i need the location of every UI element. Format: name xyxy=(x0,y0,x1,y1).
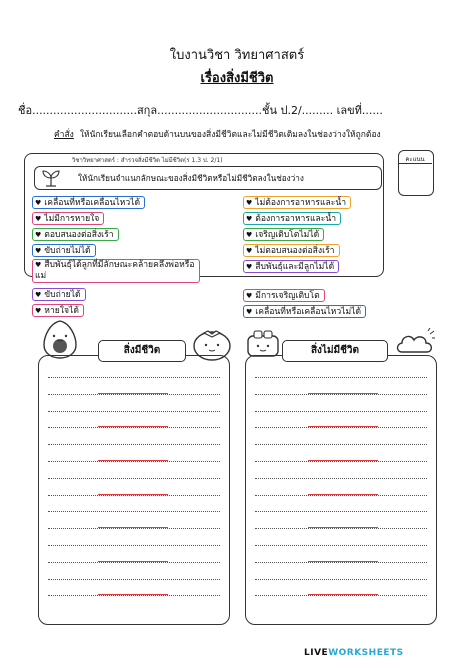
answer-blank[interactable] xyxy=(308,460,378,461)
question-text: ให้นักเรียนจำแนกลักษณะของสิ่งมีชีวิตหรือไม่มีชีวิตลงในช่องว่าง xyxy=(78,173,304,183)
dotted-answer-line xyxy=(48,377,220,378)
score-label: คะแนน xyxy=(405,156,425,163)
heart-icon: ♥ xyxy=(246,263,253,271)
dotted-answer-line xyxy=(48,495,220,496)
dotted-answer-line xyxy=(255,427,427,428)
student-info-line: ชื่อ..............................สกุล..............................ชั้น ป.2/......... เลขที่...... xyxy=(18,104,383,117)
dotted-answer-line xyxy=(48,394,220,395)
option-tag[interactable] xyxy=(32,244,96,257)
answer-blank[interactable] xyxy=(98,393,168,394)
heart-icon: ♥ xyxy=(246,215,253,223)
answer-blank[interactable] xyxy=(98,527,168,528)
dotted-answer-line xyxy=(48,595,220,596)
dotted-answer-line xyxy=(48,545,220,546)
dotted-answer-line xyxy=(48,511,220,512)
heart-icon: ♥ xyxy=(35,215,42,223)
dotted-answer-line xyxy=(48,444,220,445)
heart-icon: ♥ xyxy=(246,199,253,207)
worksheet-subtitle: เรื่องสิ่งมีชีวิต xyxy=(200,71,274,86)
plant-icon xyxy=(40,169,62,187)
dotted-answer-line xyxy=(48,461,220,462)
heart-icon: ♥ xyxy=(35,291,42,299)
nonliving-column-label: สิ่งไม่มีชีวิต xyxy=(282,340,388,362)
option-tag[interactable] xyxy=(32,259,200,283)
dotted-answer-line xyxy=(48,528,220,529)
option-tag[interactable] xyxy=(32,304,84,317)
option-text: ต้องการอาหารและน้ำ xyxy=(255,214,337,224)
brand-suffix: WORKSHEETS xyxy=(328,648,404,658)
nonliving-column xyxy=(245,355,437,625)
living-column-label: สิ่งมีชีวิต xyxy=(98,340,186,362)
answer-blank[interactable] xyxy=(308,426,378,427)
option-text: ขับถ่ายได้ xyxy=(44,290,81,300)
option-text: เจริญเติบโตไม่ได้ xyxy=(255,230,320,240)
answer-blank[interactable] xyxy=(308,393,378,394)
answer-blank[interactable] xyxy=(308,527,378,528)
dotted-answer-line xyxy=(255,377,427,378)
option-tag[interactable] xyxy=(32,228,119,241)
option-tag[interactable] xyxy=(32,212,104,225)
option-text: ไม่มีการหายใจ xyxy=(44,214,100,224)
cloud-icon xyxy=(394,328,436,358)
option-text: เคลื่อนที่หรือเคลื่อนไหวได้ xyxy=(44,198,141,208)
dotted-answer-line xyxy=(255,394,427,395)
option-tag[interactable] xyxy=(32,196,145,209)
heart-icon: ♥ xyxy=(35,231,42,239)
option-tag[interactable] xyxy=(243,196,351,209)
answer-blank[interactable] xyxy=(98,561,168,562)
dotted-answer-line xyxy=(255,562,427,563)
option-text: สืบพันธุ์และมีลูกไม่ได้ xyxy=(255,262,335,272)
option-text: ขับถ่ายไม่ได้ xyxy=(44,246,91,256)
worksheet-title: ใบงานวิชา วิทยาศาสตร์ xyxy=(169,48,305,63)
option-tag[interactable] xyxy=(243,228,324,241)
dotted-answer-line xyxy=(255,545,427,546)
dotted-answer-line xyxy=(255,528,427,529)
option-tag[interactable] xyxy=(243,212,341,225)
living-column xyxy=(38,355,230,625)
instruction-label: คำสั่ง xyxy=(54,130,74,140)
option-tag[interactable] xyxy=(243,305,366,318)
dotted-answer-line xyxy=(255,579,427,580)
answer-blank[interactable] xyxy=(98,494,168,495)
heart-icon: ♥ xyxy=(246,231,253,239)
heart-icon: ♥ xyxy=(35,261,42,269)
instruction xyxy=(54,127,381,141)
answer-blank[interactable] xyxy=(308,494,378,495)
dotted-answer-line xyxy=(255,444,427,445)
brand-footer xyxy=(304,648,404,658)
dotted-answer-line xyxy=(48,411,220,412)
option-tag[interactable] xyxy=(243,244,340,257)
option-text: ไม่ต้องการอาหารและน้ำ xyxy=(255,198,347,208)
heart-icon: ♥ xyxy=(35,199,42,207)
heart-icon: ♥ xyxy=(246,247,253,255)
option-text: เคลื่อนที่หรือเคลื่อนไหวไม่ได้ xyxy=(255,307,362,317)
heart-icon: ♥ xyxy=(35,307,42,315)
dotted-answer-line xyxy=(255,495,427,496)
dotted-answer-line xyxy=(255,595,427,596)
instruction-text: ให้นักเรียนเลือกคำตอบด้านบนของสิ่งมีชีวิตและไม่มีชีวิตเติมลงในช่องว่างให้ถูกต้อง xyxy=(79,130,381,140)
heart-icon: ♥ xyxy=(246,292,253,300)
answer-blank[interactable] xyxy=(308,561,378,562)
dotted-answer-line xyxy=(48,427,220,428)
brand-prefix: LIVE xyxy=(304,648,329,658)
option-text: ไม่ตอบสนองต่อสิ่งเร้า xyxy=(255,246,335,256)
option-tag[interactable] xyxy=(243,260,339,273)
dotted-answer-line xyxy=(48,478,220,479)
option-tag[interactable] xyxy=(243,289,325,302)
answer-blank[interactable] xyxy=(308,594,378,595)
dotted-answer-line xyxy=(255,411,427,412)
dotted-answer-line xyxy=(255,461,427,462)
answer-blank[interactable] xyxy=(98,460,168,461)
dotted-answer-line xyxy=(48,562,220,563)
subject-line: วิชาวิทยาศาสตร์ : สำรวจสิ่งมีชีวิต ไม่มีชีวิต(ร 1.3 ป. 2/1) xyxy=(72,157,223,164)
answer-blank[interactable] xyxy=(98,594,168,595)
dotted-answer-line xyxy=(255,478,427,479)
dotted-answer-line xyxy=(48,579,220,580)
option-text: ตอบสนองต่อสิ่งเร้า xyxy=(44,230,114,240)
heart-icon: ♥ xyxy=(35,247,42,255)
option-text: สืบพันธุ์ได้ลูกที่มีลักษณะคล้ายคลึงพ่อหรือแม่ xyxy=(35,260,195,281)
heart-icon: ♥ xyxy=(246,308,253,316)
option-tag[interactable] xyxy=(32,288,86,301)
avocado-icon xyxy=(38,318,82,360)
answer-blank[interactable] xyxy=(98,426,168,427)
dotted-answer-line xyxy=(255,511,427,512)
option-text: หายใจได้ xyxy=(44,306,79,316)
option-text: มีการเจริญเติบโต xyxy=(255,291,320,301)
score-divider xyxy=(398,163,432,164)
